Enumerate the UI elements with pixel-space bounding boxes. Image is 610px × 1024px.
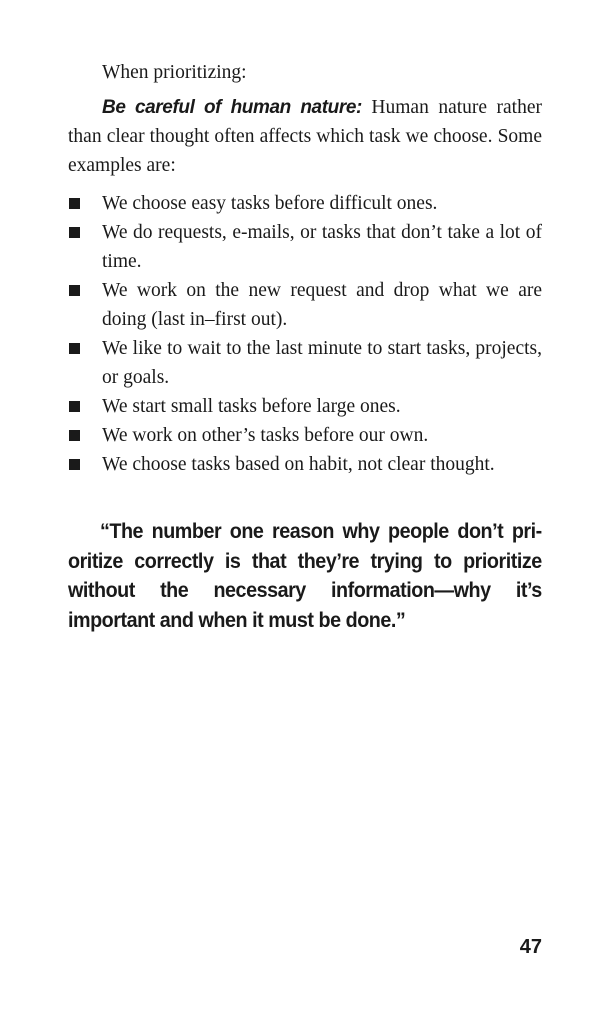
square-bullet-icon: [69, 198, 80, 209]
list-item-text: We work on other’s tasks before our own.: [102, 425, 429, 446]
list-item-text: We work on the new request and drop what we are doing (last in–first out).: [102, 280, 542, 330]
list-item-text: We like to wait to the last minute to start tasks, projects, or goals.: [102, 338, 542, 388]
list-item: [68, 392, 542, 421]
list-item: [68, 218, 542, 276]
list-item: [68, 450, 542, 479]
square-bullet-icon: [69, 343, 80, 354]
page-body: [68, 58, 542, 635]
square-bullet-icon: [69, 227, 80, 238]
list-item-text: We do requests, e-mails, or tasks that don’t take a lot of time.: [102, 222, 542, 272]
examples-list: [68, 189, 542, 479]
section-heading: Be careful of human nature:: [102, 97, 362, 118]
page-number: 47: [519, 936, 542, 958]
square-bullet-icon: [69, 401, 80, 412]
square-bullet-icon: [69, 459, 80, 470]
list-item-text: We choose easy tasks before difficult ones.: [102, 193, 438, 214]
list-item: [68, 189, 542, 218]
human-nature-paragraph: [68, 93, 542, 180]
intro-line: When prioritizing:: [102, 62, 247, 83]
section-text: Human nature rather than clear thought often affects which task we choose. Some examples are:: [68, 97, 542, 176]
list-item: [68, 276, 542, 334]
square-bullet-icon: [69, 285, 80, 296]
square-bullet-icon: [69, 430, 80, 441]
pull-quote: “The number one reason why people don’t pri-oritize correctly is that they’re trying to prioritize without the necessary information—why it’s important and when it must be done.”: [68, 520, 542, 632]
list-item-text: We start small tasks before large ones.: [102, 396, 401, 417]
list-item: [68, 334, 542, 392]
list-item: [68, 421, 542, 450]
list-item-text: We choose tasks based on habit, not clear thought.: [102, 454, 495, 475]
